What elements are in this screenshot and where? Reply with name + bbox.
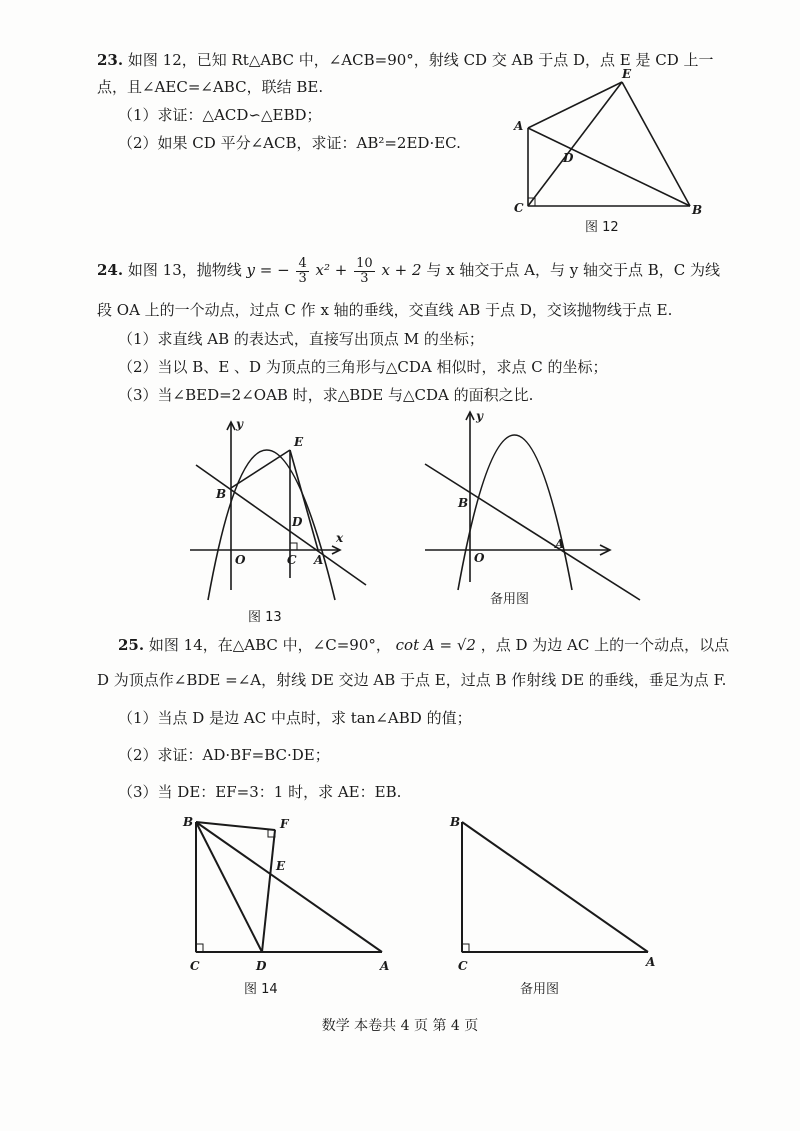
q24-eq-mid: x² + (315, 261, 348, 279)
fig12-label-C: C (514, 201, 524, 215)
q24-part3: （3）当∠BED=2∠OAB 时，求△BDE 与△CDA 的面积之比. (118, 386, 534, 404)
q24-frac1-num: 4 (298, 255, 307, 271)
q24-frac2-den: 3 (360, 270, 369, 286)
fig13-caption: 图 13 (248, 610, 282, 625)
q23-line2: 点，且∠AEC=∠ABC，联结 BE. (97, 78, 324, 96)
fig13-label-O: O (235, 553, 246, 567)
fig13-label-x: x (336, 531, 344, 545)
fig13-label-y: y (236, 417, 243, 431)
fig14-label-D: D (256, 959, 267, 973)
q24-eq-y: y = − (246, 261, 290, 279)
fig13-label-C: C (287, 553, 297, 567)
fig13s-label-B: B (458, 496, 469, 510)
q23-part1: （1）求证：△ACD∽△EBD； (118, 106, 322, 124)
q25-part2: （2）求证：AD·BF=BC·DE； (118, 746, 330, 764)
q23-part2: （2）如果 CD 平分∠ACB，求证：AB²=2ED·EC. (118, 134, 461, 152)
fig13s-label-O: O (474, 551, 485, 565)
q24-eq-end: x + 2 (381, 261, 422, 279)
fig14-label-C: C (190, 959, 200, 973)
fig14-spare-caption: 备用图 (520, 982, 560, 997)
fig13-spare-caption: 备用图 (490, 592, 530, 607)
fig14-caption: 图 14 (244, 982, 278, 997)
fig12-label-E: E (622, 67, 632, 81)
q24-number: 24. (97, 261, 124, 279)
fig13-label-D: D (292, 515, 303, 529)
q25-number: 25. (118, 636, 145, 654)
q24-part1: （1）求直线 AB 的表达式，直接写出顶点 M 的坐标； (118, 330, 484, 348)
q25-text-1a: 如图 14，在△ABC 中，∠C=90°， (148, 636, 391, 654)
fig13-label-A: A (314, 553, 324, 567)
fig13s-label-A: A (555, 537, 565, 551)
q25-part3: （3）当 DE：EF=3：1 时，求 AE：EB. (118, 783, 402, 801)
q24-part2: （2）当以 B、E 、D 为顶点的三角形与△CDA 相似时，求点 C 的坐标； (118, 358, 608, 376)
fig13s-label-y: y (476, 409, 483, 423)
fig14-label-F: F (280, 817, 289, 831)
q24-post: 与 x 轴交于点 A，与 y 轴交于点 B，C 为线 (426, 261, 720, 279)
q24-line2: 段 OA 上的一个动点，过点 C 作 x 轴的垂线，交直线 AB 于点 D，交该抛物线于点 E. (97, 301, 673, 319)
q25-text-1b: ，点 D 为边 AC 上的一个动点，以点 (480, 636, 730, 654)
fig12-label-A: A (514, 119, 524, 133)
q23-text-1: 如图 12，已知 Rt△ABC 中，∠ACB=90°，射线 CD 交 AB 于点 D，点 E 是 CD 上一 (127, 51, 714, 69)
fig14s-label-C: C (458, 959, 468, 973)
fig12-caption: 图 12 (585, 220, 619, 235)
fig12-label-B: B (692, 203, 703, 217)
fig13-label-E: E (294, 435, 304, 449)
q23-number: 23. (97, 51, 124, 69)
q25-cot: cot A = √2 (395, 636, 476, 654)
fig13-label-B: B (216, 487, 227, 501)
fig14-label-E: E (276, 859, 286, 873)
q24-pre: 如图 13，抛物线 (127, 261, 242, 279)
fig14-label-A: A (380, 959, 390, 973)
q24-frac1-den: 3 (298, 270, 307, 286)
fig12-label-D: D (563, 151, 574, 165)
fig14-label-B: B (183, 815, 194, 829)
fig14s-label-A: A (646, 955, 656, 969)
fig14s-label-B: B (450, 815, 461, 829)
page-footer: 数学 本卷共 4 页 第 4 页 (321, 1018, 479, 1034)
q25-part1: （1）当点 D 是边 AC 中点时，求 tan∠ABD 的值； (118, 709, 472, 727)
q25-line2: D 为顶点作∠BDE =∠A，射线 DE 交边 AB 于点 E，过点 B 作射线 DE 的垂线，垂足为点 F. (97, 671, 727, 689)
q24-frac2-num: 10 (356, 255, 373, 271)
